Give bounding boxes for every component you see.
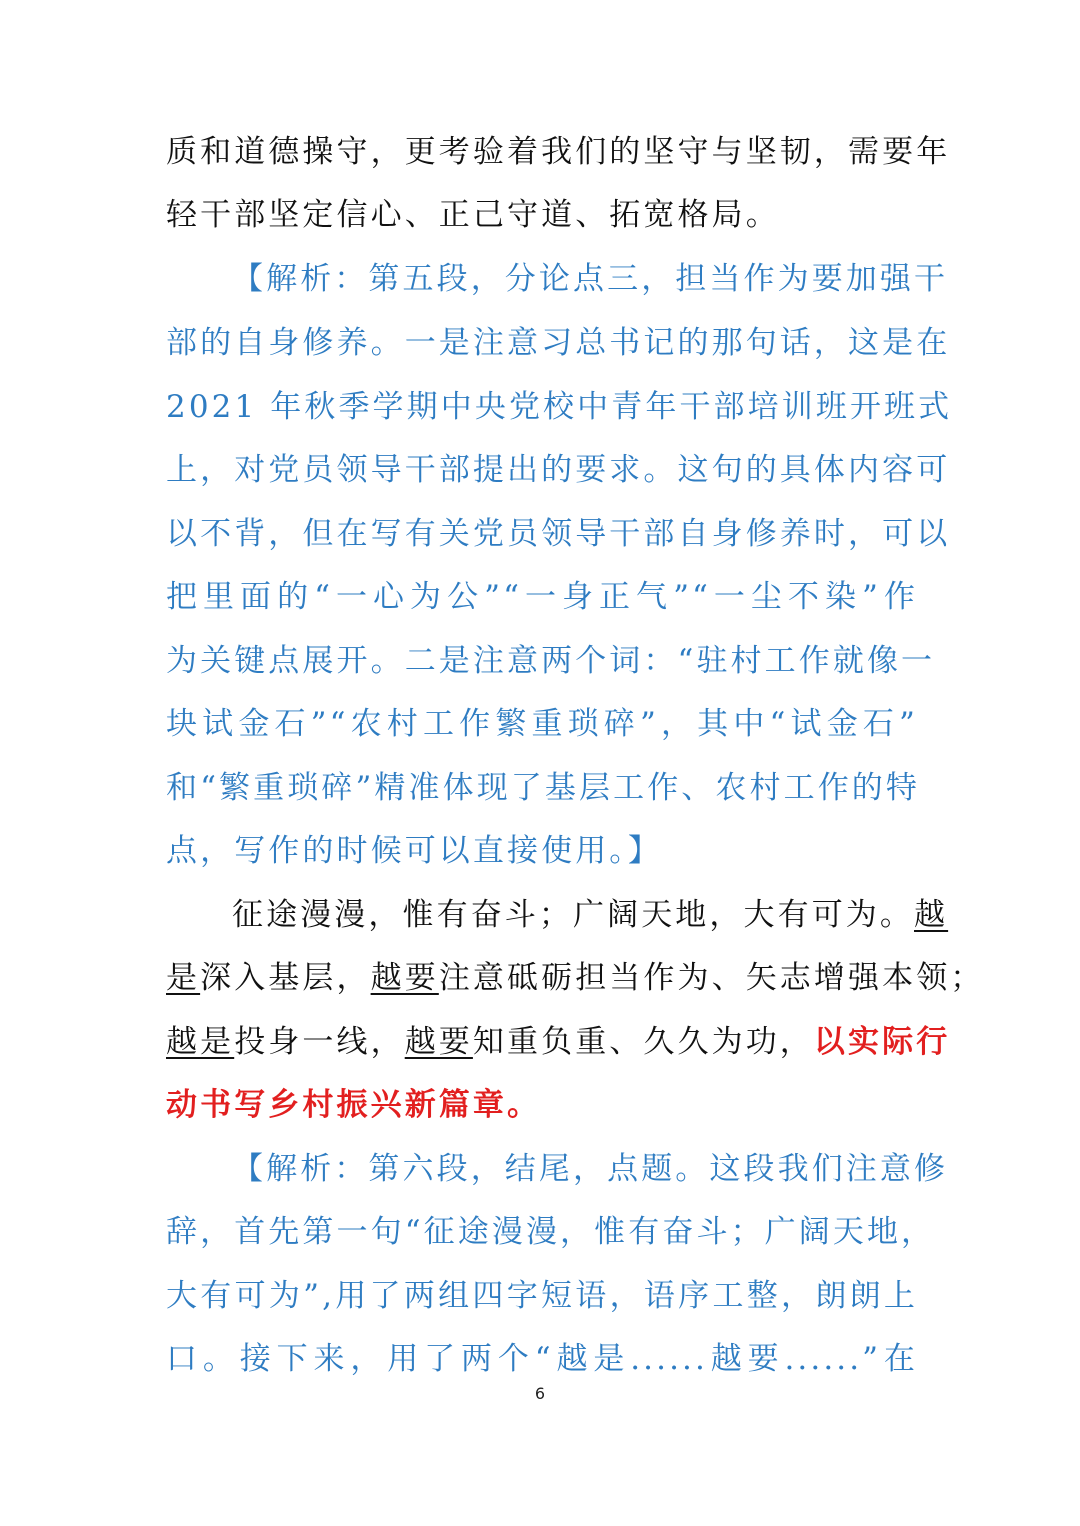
underlined-keyword: 越要 (370, 960, 439, 996)
analysis-line: 辞，首先第一句“征途漫漫，惟有奋斗；广阔天地， (166, 1214, 936, 1250)
emphasis-text: 动书写乡村振兴新篇章。 (166, 1087, 542, 1123)
text-run: 征途漫漫，惟有奋斗；广阔天地，大有可为。 (232, 897, 914, 933)
text-run: 注意砥砺担当作为、矢志增强本领； (438, 960, 985, 996)
paragraph-line (232, 890, 949, 940)
analysis-line: 块试金石”“农村工作繁重琐碎”，其中“试金石” (166, 706, 918, 742)
underlined-keyword: 越要 (404, 1024, 473, 1060)
paragraph-line (166, 953, 985, 1003)
page-number: 6 (534, 1384, 546, 1403)
analysis-line: 点，写作的时候可以直接使用。】 (166, 833, 662, 869)
analysis-line: 口。接下来，用了两个“越是......越要......”在 (166, 1341, 918, 1377)
analysis-line: 【解析：第五段，分论点三，担当作为要加强干 (232, 261, 949, 297)
paragraph-line (166, 1080, 918, 1130)
analysis-line: 上，对党员领导干部提出的要求。这句的具体内容可 (166, 452, 951, 488)
text-run: 知重负重、久久为功， (472, 1024, 814, 1060)
analysis-line: 2021 年秋季学期中央党校中青年干部培训班开班式 (166, 389, 953, 425)
analysis-line: 为关键点展开。二是注意两个词：“驻村工作就像一 (166, 643, 936, 679)
underlined-keyword: 是 (166, 960, 201, 996)
analysis-line: 【解析：第六段，结尾，点题。这段我们注意修 (232, 1151, 949, 1187)
text-run: 投身一线， (234, 1024, 405, 1060)
analysis-line: 大有可为”,用了两组四字短语，语序工整，朗朗上 (166, 1278, 918, 1314)
body-line: 轻干部坚定信心、正己守道、拓宽格局。 (166, 197, 780, 233)
analysis-line: 和“繁重琐碎”精准体现了基层工作、农村工作的特 (166, 770, 920, 806)
emphasis-text: 以实际行 (813, 1024, 951, 1060)
analysis-line: 把里面的“一心为公”“一身正气”“一尘不染”作 (166, 579, 918, 615)
text-run: 深入基层， (200, 960, 371, 996)
paragraph-line (166, 1017, 951, 1067)
underlined-keyword: 越是 (166, 1024, 235, 1060)
analysis-line: 部的自身修养。一是注意习总书记的那句话，这是在 (166, 325, 951, 361)
underlined-keyword: 越 (914, 897, 949, 933)
body-line: 质和道德操守，更考验着我们的坚守与坚韧，需要年 (166, 134, 951, 170)
analysis-line: 以不背，但在写有关党员领导干部自身修养时，可以 (166, 516, 951, 552)
